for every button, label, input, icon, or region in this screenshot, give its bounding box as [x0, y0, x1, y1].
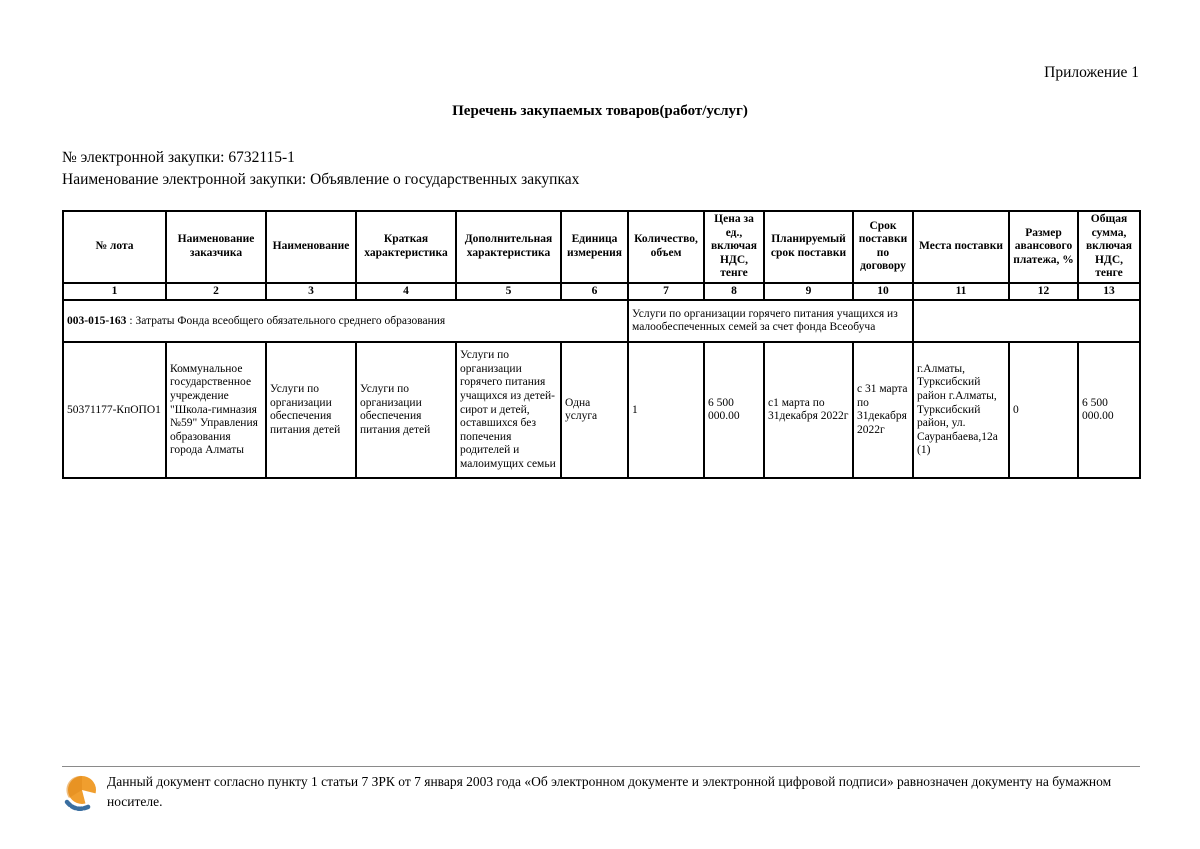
cell-lot-number: 50371177-КпОПО1 [63, 342, 166, 478]
header-cell-unit: Единица измерения [561, 211, 628, 283]
header-cell-advance: Размер авансового платежа, % [1009, 211, 1078, 283]
column-number: 5 [456, 283, 561, 301]
header-cell-name: Наименование [266, 211, 356, 283]
table-row [63, 342, 1140, 478]
lot-section-description: : Затраты Фонда всеобщего обязательного среднего образования [129, 314, 446, 327]
header-cell-quantity: Количество, объем [628, 211, 704, 283]
cell-customer: Коммунальное государственное учреждение "Школа-гимназия №59" Управления образования города Алматы [166, 342, 266, 478]
lot-section-code: 003-015-163 [67, 314, 127, 327]
header-cell-lot-number: № лота [63, 211, 166, 283]
column-number-row [63, 283, 1140, 301]
header-cell-total: Общая сумма, включая НДС, тенге [1078, 211, 1140, 283]
column-number: 7 [628, 283, 704, 301]
cell-quantity: 1 [628, 342, 704, 478]
header-cell-planned-term: Планируемый срок поставки [764, 211, 853, 283]
column-number: 13 [1078, 283, 1140, 301]
purchase-name-label: Наименование электронной закупки: [62, 171, 307, 188]
cell-contract-term: с 31 марта по 31декабря 2022г [853, 342, 913, 478]
column-number: 3 [266, 283, 356, 301]
column-number: 12 [1009, 283, 1078, 301]
purchase-number-label: № электронной закупки: [62, 149, 225, 166]
header-cell-customer: Наименование заказчика [166, 211, 266, 283]
header-cell-unit-price: Цена за ед., включая НДС, тенге [704, 211, 764, 283]
purchase-number-line [62, 147, 579, 169]
lot-section-note: Услуги по организации горячего питания учащихся из малообеспеченных семей за счет фонда Всеобуча [628, 300, 913, 342]
purchase-name-value: Объявление о государственных закупках [310, 171, 580, 188]
page-title: Перечень закупаемых товаров(работ/услуг) [452, 103, 748, 119]
column-number: 1 [63, 283, 166, 301]
table-header-row [63, 211, 1140, 283]
header-cell-additional-spec: Дополнительная характеристика [456, 211, 561, 283]
goszakup-logo-icon [62, 773, 100, 815]
cell-total: 6 500 000.00 [1078, 342, 1140, 478]
header-cell-contract-term: Срок поставки по договору [853, 211, 913, 283]
cell-unit: Одна услуга [561, 342, 628, 478]
purchase-number-value: 6732115-1 [228, 149, 295, 166]
column-number: 11 [913, 283, 1009, 301]
cell-delivery-place: г.Алматы, Турксибский район г.Алматы, Турксибский район, ул. Сауранбаева,12а (1) [913, 342, 1009, 478]
cell-planned-term: с1 марта по 31декабря 2022г [764, 342, 853, 478]
legal-note: Данный документ согласно пункту 1 статьи 7 ЗРК от 7 января 2003 года «Об электронном документе и электронной цифровой подписи» равнозначен документу на бумажном носителе. [107, 774, 1112, 809]
column-number: 8 [704, 283, 764, 301]
purchase-meta [62, 147, 579, 191]
procurement-table [62, 210, 1141, 479]
footer [62, 766, 1140, 815]
column-number: 6 [561, 283, 628, 301]
column-number: 4 [356, 283, 456, 301]
cell-unit-price: 6 500 000.00 [704, 342, 764, 478]
purchase-name-line [62, 169, 579, 191]
lot-section-cell [63, 300, 628, 342]
cell-name: Услуги по организации обеспечения питания детей [266, 342, 356, 478]
cell-short-spec: Услуги по организации обеспечения питания детей [356, 342, 456, 478]
column-number: 10 [853, 283, 913, 301]
cell-advance: 0 [1009, 342, 1078, 478]
column-number: 9 [764, 283, 853, 301]
cell-additional-spec: Услуги по организации горячего питания учащихся из детей-сирот и детей, оставшихся без попечения родителей и малоимущих семьи [456, 342, 561, 478]
lot-section-row [63, 300, 1140, 342]
header-cell-delivery-place: Места поставки [913, 211, 1009, 283]
lot-section-empty-cell [913, 300, 1140, 342]
header-cell-short-spec: Краткая характеристика [356, 211, 456, 283]
column-number: 2 [166, 283, 266, 301]
appendix-label: Приложение 1 [1044, 64, 1139, 81]
